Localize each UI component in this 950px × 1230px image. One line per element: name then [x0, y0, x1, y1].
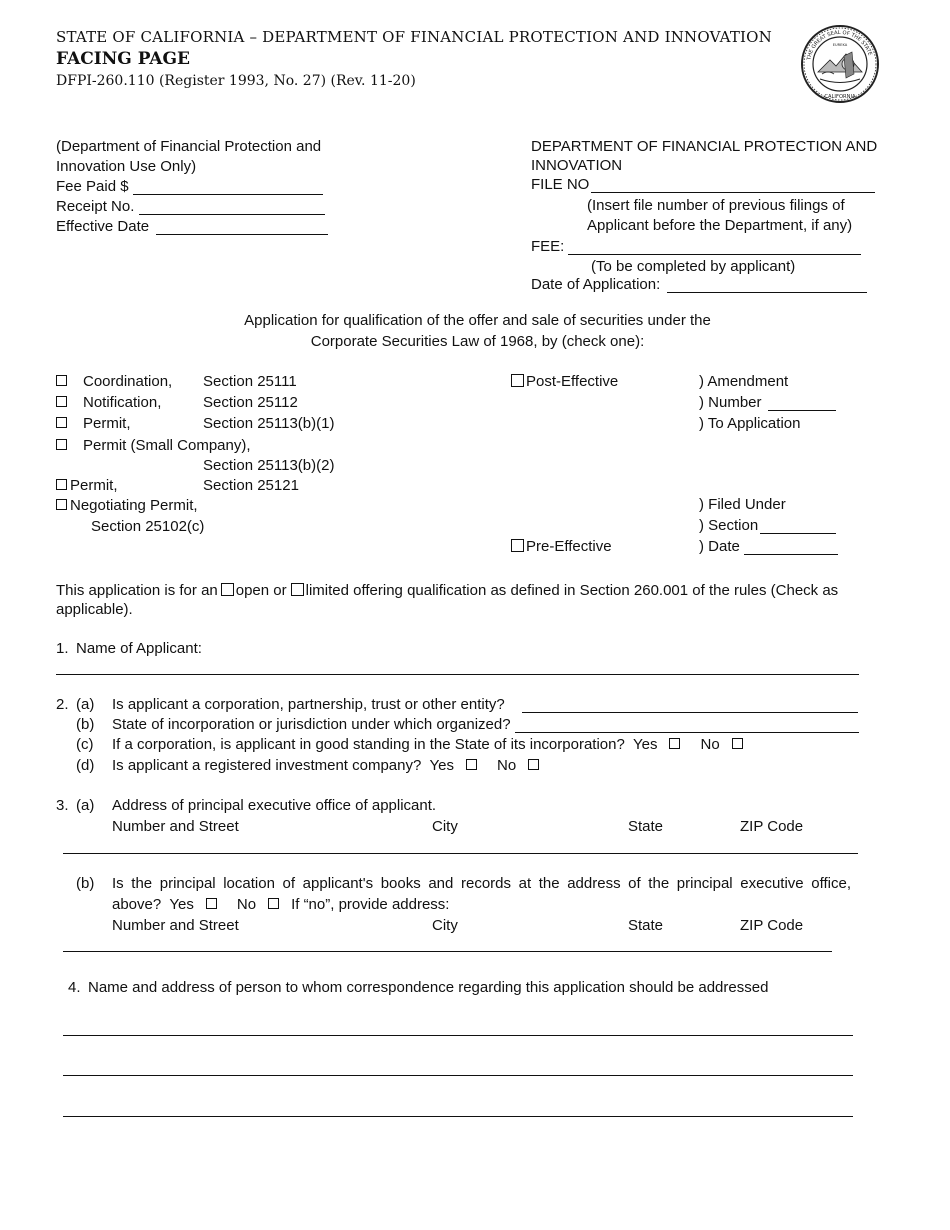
fee-paid-field[interactable] [133, 194, 323, 195]
notification-option[interactable] [56, 394, 71, 412]
open-offering-checkbox[interactable] [221, 583, 234, 596]
negotiating-label: Negotiating Permit, [70, 497, 198, 514]
q3b-yes-checkbox[interactable] [206, 898, 217, 909]
section-field[interactable] [760, 533, 836, 534]
date-field[interactable] [744, 554, 838, 555]
q3b-if-no: If “no”, provide address: [291, 896, 450, 913]
principal-office-address-field[interactable] [63, 853, 858, 854]
correspondence-line-2[interactable] [63, 1075, 853, 1076]
q2d-letter: (d) [76, 757, 95, 774]
pre-effective-label: Pre-Effective [526, 538, 612, 555]
dept-use-line1: (Department of Financial Protection and [56, 138, 322, 155]
q3a-city-label: City [432, 818, 458, 835]
q2d-yes-checkbox[interactable] [466, 759, 477, 770]
permit-section: Section 25113(b)(1) [203, 415, 335, 432]
q3-number: 3. [56, 797, 69, 814]
q2c-label: If a corporation, is applicant in good standing in the State of its incorporation? [112, 736, 625, 753]
notification-section: Section 25112 [203, 394, 298, 411]
q1-number: 1. [56, 640, 69, 657]
entity-type-field[interactable] [522, 712, 858, 713]
coordination-section: Section 25111 [203, 373, 297, 390]
filing-dept-line2: INNOVATION [531, 157, 623, 174]
dept-use-line2: Innovation Use Only) [56, 158, 197, 175]
q4-number: 4. [68, 979, 81, 996]
q2-number: 2. [56, 696, 69, 713]
q2c-no-label: No [700, 736, 720, 753]
correspondence-line-1[interactable] [63, 1035, 853, 1036]
svg-text:CALIFORNIA: CALIFORNIA [824, 94, 856, 100]
date-label: ) Date [699, 538, 740, 555]
agency-title: STATE OF CALIFORNIA – DEPARTMENT OF FINANCIAL PROTECTION AND INNOVATION [56, 28, 772, 46]
post-effective-checkbox[interactable] [511, 374, 524, 387]
amendment-label: ) Amendment [699, 373, 789, 390]
q3a-letter: (a) [76, 797, 95, 814]
amendment-number-field[interactable] [768, 410, 836, 411]
negotiating-section: Section 25102(c) [91, 518, 205, 535]
q3b-city-label: City [432, 917, 458, 934]
q3b-letter: (b) [76, 875, 95, 892]
receipt-field[interactable] [139, 214, 325, 215]
q3a-zip-label: ZIP Code [740, 818, 804, 835]
permit2-checkbox[interactable] [56, 479, 67, 490]
q3a-street-label: Number and Street [112, 818, 239, 835]
q3b-state-label: State [628, 917, 664, 934]
post-effective-label: Post-Effective [526, 373, 619, 390]
q2c-yes-checkbox[interactable] [669, 738, 680, 749]
file-no-label: FILE NO [531, 176, 590, 193]
permit-small-section: Section 25113(b)(2) [203, 457, 335, 474]
q4-label: Name and address of person to whom correspondence regarding this application should be addressed [88, 979, 769, 996]
q2a-label: Is applicant a corporation, partnership, trust or other entity? [112, 696, 505, 713]
q3b-above: above? [112, 896, 162, 913]
intro-line1: Application for qualification of the offer and sale of securities under the [244, 312, 711, 329]
notification-checkbox[interactable] [56, 396, 67, 407]
fee-label: FEE: [531, 238, 565, 255]
svg-text:THE GREAT SEAL OF THE STATE: THE GREAT SEAL OF THE STATE [806, 29, 873, 61]
permit-label: Permit, [83, 415, 131, 432]
q2d-yes-label: Yes [429, 757, 454, 774]
state-of-incorporation-field[interactable] [515, 732, 859, 733]
filing-dept-line1: DEPARTMENT OF FINANCIAL PROTECTION AND [531, 138, 878, 155]
permit2-label: Permit, [70, 477, 118, 494]
file-note-line1: (Insert file number of previous filings of [587, 197, 845, 214]
receipt-label: Receipt No. [56, 198, 135, 215]
offering-text-3: applicable). [56, 601, 133, 618]
fee-field[interactable] [568, 254, 861, 255]
q3b-question [112, 896, 449, 914]
negotiating-checkbox[interactable] [56, 499, 67, 510]
q2b-label: State of incorporation or jurisdiction under which organized? [112, 716, 511, 733]
number-label: ) Number [699, 394, 762, 411]
q2b-letter: (b) [76, 716, 95, 733]
permit2-section: Section 25121 [203, 477, 299, 494]
q2d-question [112, 757, 543, 775]
q2c-question [112, 736, 747, 754]
pre-effective-option[interactable] [511, 538, 612, 556]
q3a-label: Address of principal executive office of applicant. [112, 797, 437, 814]
notification-label: Notification, [83, 394, 162, 411]
permit-option[interactable] [56, 415, 71, 433]
file-note-line2: Applicant before the Department, if any) [587, 217, 853, 234]
pre-effective-checkbox[interactable] [511, 539, 524, 552]
q2d-label: Is applicant a registered investment company? [112, 757, 422, 774]
post-effective-option[interactable] [511, 373, 618, 391]
coordination-option[interactable] [56, 373, 71, 391]
svg-text:EUREKA: EUREKA [832, 43, 848, 47]
effective-date-label: Effective Date [56, 218, 150, 235]
q2a-letter: (a) [76, 696, 95, 713]
state-seal-icon [800, 24, 880, 104]
q3b-zip-label: ZIP Code [740, 917, 804, 934]
permit-checkbox[interactable] [56, 417, 67, 428]
q2c-letter: (c) [76, 736, 94, 753]
form-id: DFPI-260.110 (Register 1993, No. 27) (Rev. 11-20) [56, 73, 416, 89]
limited-offering-checkbox[interactable] [291, 583, 304, 596]
coordination-label: Coordination, [83, 373, 173, 390]
q2d-no-label: No [497, 757, 517, 774]
q2d-no-checkbox[interactable] [528, 759, 539, 770]
q3b-no-label: No [236, 896, 257, 913]
coordination-checkbox[interactable] [56, 375, 67, 386]
permit2-option[interactable] [56, 477, 118, 495]
offering-text-1: This application is for an [56, 582, 218, 599]
date-of-application-label: Date of Application: [531, 276, 661, 293]
fee-paid-label: Fee Paid $ [56, 178, 129, 195]
offering-text-2: limited offering qualification as defined in Section 260.001 of the rules (Check as [305, 582, 839, 599]
fee-note: (To be completed by applicant) [591, 258, 796, 275]
permit-small-option[interactable] [56, 437, 71, 455]
q2c-yes-label: Yes [633, 736, 658, 753]
offering-open: open or [235, 582, 287, 599]
page-title: FACING PAGE [56, 49, 190, 69]
q3b-yes-label: Yes [169, 896, 194, 913]
q3a-state-label: State [628, 818, 664, 835]
q3b-line1: Is the principal location of applicant's books and records at the address of the principal executive office, [112, 875, 851, 892]
intro-line2: Corporate Securities Law of 1968, by (check one): [310, 333, 645, 350]
permit-small-label: Permit (Small Company), [83, 437, 251, 454]
q1-label: Name of Applicant: [76, 640, 202, 657]
books-records-address-field[interactable] [63, 951, 832, 952]
q3b-street-label: Number and Street [112, 917, 239, 934]
date-of-application-field[interactable] [667, 292, 867, 293]
q3b-no-checkbox[interactable] [268, 898, 279, 909]
q2c-no-checkbox[interactable] [732, 738, 743, 749]
offering-sentence [56, 582, 838, 600]
permit-small-checkbox[interactable] [56, 439, 67, 450]
applicant-name-field[interactable] [56, 674, 859, 675]
filed-under-label: ) Filed Under [699, 496, 786, 513]
effective-date-field[interactable] [156, 234, 328, 235]
to-application-label: ) To Application [699, 415, 801, 432]
negotiating-option[interactable] [56, 497, 198, 515]
section-label: ) Section [699, 517, 759, 534]
file-no-field[interactable] [591, 192, 875, 193]
correspondence-line-3[interactable] [63, 1116, 853, 1117]
